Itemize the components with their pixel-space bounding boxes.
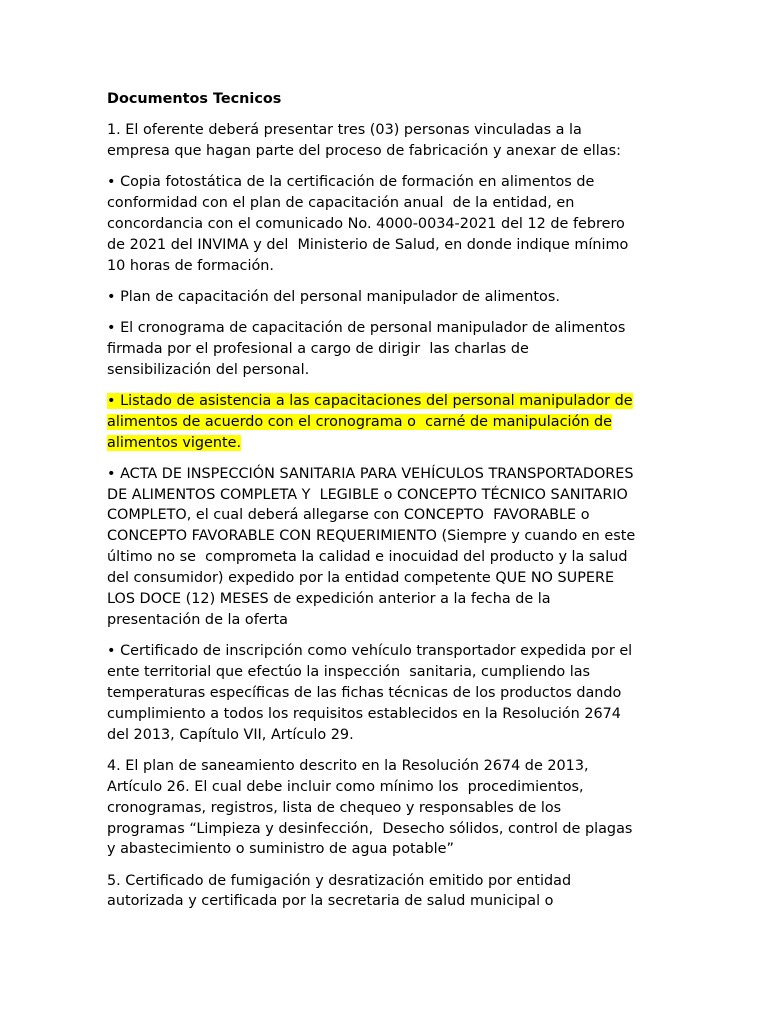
text-line: del 2013, Capítulo VII, Artículo 29. <box>107 726 354 743</box>
text-line: • ACTA DE INSPECCIÓN SANITARIA PARA VEHÍCULOS TRANSPORTADORES <box>107 465 634 482</box>
text-line: y abastecimiento o suministro de agua potable” <box>107 841 454 858</box>
text-line: de 2021 del INVIMA y del Ministerio de Salud, en donde indique mínimo <box>107 236 629 253</box>
text-line: DE ALIMENTOS COMPLETA Y LEGIBLE o CONCEPTO TÉCNICO SANITARIO <box>107 486 628 503</box>
text-line: 10 horas de formación. <box>107 257 274 274</box>
text-line: 5. Certificado de fumigación y desratización emitido por entidad <box>107 872 572 889</box>
highlighted-text-line: • Listado de asistencia a las capacitaciones del personal manipulador de <box>107 392 633 409</box>
document-title: Documentos Tecnicos <box>107 91 282 107</box>
text-line: 4. El plan de saneamiento descrito en la Resolución 2674 de 2013, <box>107 757 589 774</box>
text-line: • El cronograma de capacitación de personal manipulador de alimentos <box>107 319 626 336</box>
text-line: cronogramas, registros, lista de chequeo y responsables de los <box>107 799 562 816</box>
highlighted-text-line: alimentos vigente. <box>107 434 242 451</box>
text-line: sensibilización del personal. <box>107 361 310 378</box>
text-line: COMPLETO, el cual deberá allegarse con CONCEPTO FAVORABLE o <box>107 507 590 524</box>
text-line: ente territorial que efectúo la inspección sanitaria, cumpliendo las <box>107 663 591 680</box>
text-line: presentación de la oferta <box>107 611 288 628</box>
text-line: CONCEPTO FAVORABLE CON REQUERIMIENTO (Siempre y cuando en este <box>107 528 636 545</box>
document-page <box>107 89 667 923</box>
paragraph-item-4 <box>107 756 667 861</box>
text-line: 1. El oferente deberá presentar tres (03) personas vinculadas a la <box>107 122 582 138</box>
text-line: cumplimiento a todos los requisitos establecidos en la Resolución 2674 <box>107 705 621 722</box>
text-line: firmada por el profesional a cargo de dirigir las charlas de <box>107 340 529 357</box>
text-line: • Certificado de inscripción como vehículo transportador expedida por el <box>107 643 633 660</box>
bullet-certificado-inscripcion <box>107 641 667 746</box>
bullet-cronograma <box>107 318 667 381</box>
bullet-listado-asistencia-highlighted <box>107 391 667 454</box>
text-line: concordancia con el comunicado No. 4000-0034-2021 del 12 de febrero <box>107 215 625 232</box>
text-line: último no se comprometa la calidad e inocuidad del producto y la salud <box>107 549 628 566</box>
text-line: LOS DOCE (12) MESES de expedición anterior a la fecha de la <box>107 591 551 608</box>
paragraph-item-5 <box>107 871 667 913</box>
text-line: conformidad con el plan de capacitación anual de la entidad, en <box>107 194 575 211</box>
text-line: autorizada y certificada por la secretaria de salud municipal o <box>107 893 554 910</box>
text-line: • Copia fotostática de la certificación de formación en alimentos de <box>107 174 595 190</box>
text-line: empresa que hagan parte del proceso de fabricación y anexar de ellas: <box>107 142 621 159</box>
text-line: • Plan de capacitación del personal manipulador de alimentos. <box>107 288 560 305</box>
text-line: temperaturas específicas de las fichas técnicas de los productos dando <box>107 684 622 701</box>
bullet-acta-inspeccion <box>107 464 667 631</box>
highlighted-text-line: alimentos de acuerdo con el cronograma o carné de manipulación de <box>107 413 613 430</box>
bullet-plan-capacitacion <box>107 287 667 308</box>
text-line: del consumidor) expedido por la entidad competente QUE NO SUPERE <box>107 570 615 587</box>
paragraph-item-1 <box>107 120 667 162</box>
text-line: Artículo 26. El cual debe incluir como mínimo los procedimientos, <box>107 778 584 795</box>
bullet-copia-fotostatica <box>107 172 667 277</box>
text-line: programas “Limpieza y desinfección, Desecho sólidos, control de plagas <box>107 820 633 837</box>
